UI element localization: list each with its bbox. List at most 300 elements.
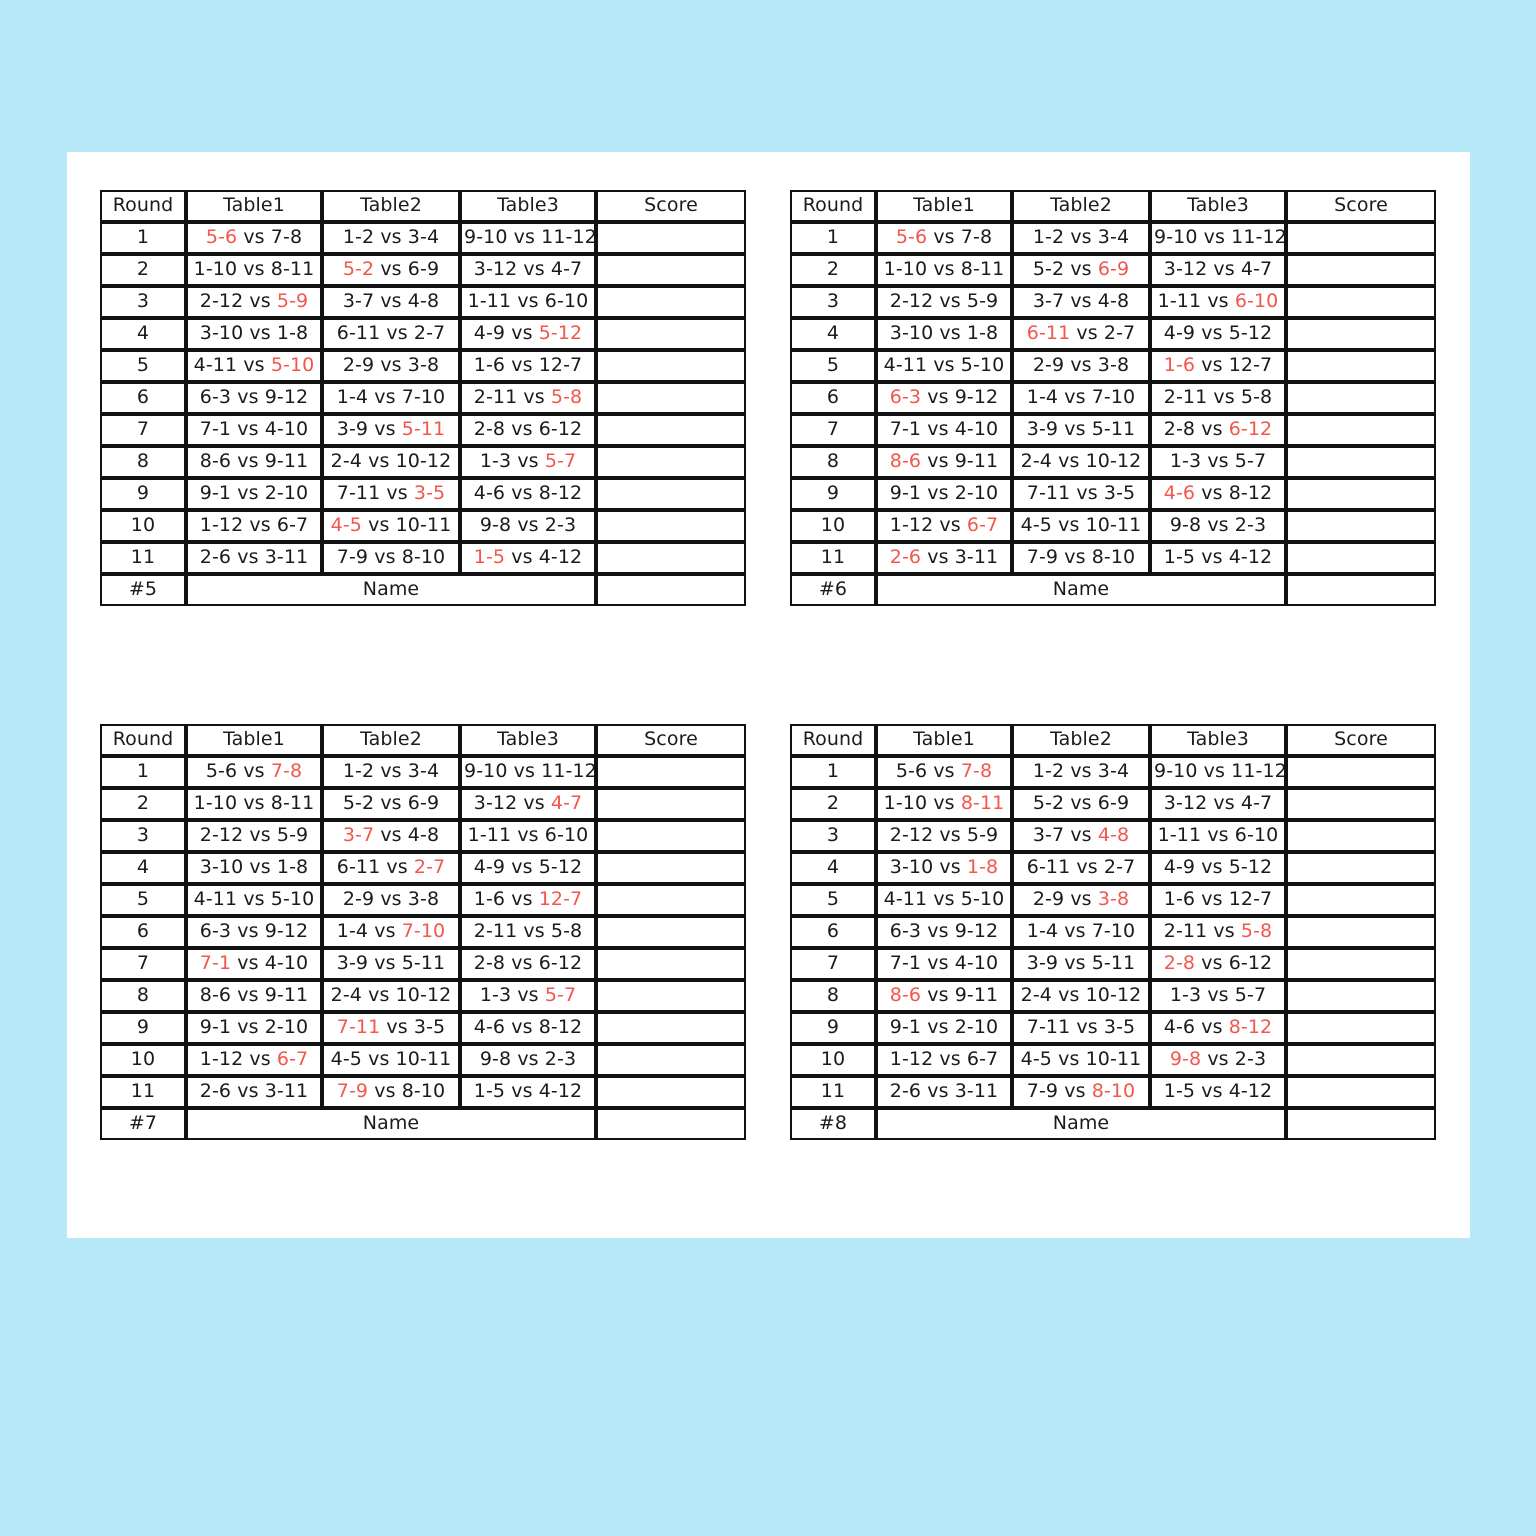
column-header-table3: Table3 [1150,190,1286,222]
pair-text: 9-1 vs 2-10 [199,1016,309,1039]
table1-cell [876,286,1012,318]
table2-cell [1012,382,1150,414]
pair-text: 2-12 vs [199,290,277,313]
table1-cell-text [880,420,1008,440]
score-input-cell[interactable] [596,1076,746,1108]
table2-cell [1012,222,1150,254]
table3-cell-text [464,954,592,974]
score-input-cell[interactable] [1286,916,1436,948]
highlighted-pair: 1-5 [473,546,506,569]
table2-cell [322,222,460,254]
table-row [100,478,746,510]
table3-cell-text [464,260,592,280]
highlighted-pair: 5-7 [544,984,577,1007]
total-score-cell[interactable] [596,1108,746,1140]
pair-text: 3-10 vs 1-8 [889,322,999,345]
table-row [790,382,1436,414]
table1-cell-text [880,1050,1008,1070]
table3-cell-text [1154,260,1282,280]
column-header-table2: Table2 [322,190,460,222]
score-input-cell[interactable] [596,286,746,318]
table3-cell-text [1154,1018,1282,1038]
pair-text: 3-7 vs [1032,824,1098,847]
pair-text: 2-8 vs 6-12 [473,418,583,441]
table-row [100,286,746,318]
pair-text: 1-12 vs [889,514,967,537]
pair-text: 8-6 vs 9-11 [199,450,309,473]
column-header-table1: Table1 [876,190,1012,222]
table2-cell [322,382,460,414]
score-input-cell[interactable] [1286,382,1436,414]
table2-cell [1012,1076,1150,1108]
round-number-cell: 5 [100,884,186,916]
table3-cell-text [464,1082,592,1102]
table-row [790,1044,1436,1076]
table2-cell [1012,948,1150,980]
highlighted-pair: 7-8 [960,760,993,783]
player-name-cell[interactable]: Name [186,1108,596,1140]
column-header-round: Round [100,724,186,756]
score-input-cell[interactable] [596,350,746,382]
score-input-cell[interactable] [1286,254,1436,286]
pair-text: 1-4 vs 7-10 [1026,920,1136,943]
table2-cell-text [1016,954,1146,974]
table-row [790,350,1436,382]
table-row [790,254,1436,286]
score-input-cell[interactable] [596,222,746,254]
score-input-cell[interactable] [596,820,746,852]
table3-cell [1150,980,1286,1012]
table-row [790,318,1436,350]
highlighted-pair: 4-8 [1097,824,1130,847]
pair-text: 5-2 vs 6-9 [342,792,440,815]
score-input-cell[interactable] [1286,852,1436,884]
round-number-cell: 8 [100,446,186,478]
table2-cell [1012,318,1150,350]
score-input-cell[interactable] [1286,478,1436,510]
table3-cell-text [1154,794,1282,814]
table2-cell-text [326,260,456,280]
table-row [790,542,1436,574]
score-input-cell[interactable] [1286,222,1436,254]
table2-cell-text [1016,260,1146,280]
table3-cell-text [464,226,597,249]
table3-cell-text [464,922,592,942]
table3-cell-text [1154,954,1282,974]
round-number-cell: 11 [790,542,876,574]
table3-cell [460,446,596,478]
round-number-cell: 4 [790,318,876,350]
table1-cell [186,254,322,286]
pair-text: 1-10 vs 8-11 [193,258,315,281]
table1-cell [186,820,322,852]
round-number-cell: 1 [790,756,876,788]
column-header-table1: Table1 [876,724,1012,756]
pair-text: 9-10 vs 11-12 [464,226,597,249]
pair-text: 3-12 vs 4-7 [1163,258,1273,281]
highlighted-pair: 7-11 [336,1016,381,1039]
table2-cell-text [326,548,456,568]
pair-text: 4-9 vs 5-12 [1163,322,1273,345]
pair-text: 1-2 vs 3-4 [1032,226,1130,249]
pair-text: 9-10 vs 11-12 [464,760,597,783]
round-number-cell: 2 [790,254,876,286]
table2-cell-text [1016,324,1146,344]
table2-cell-text [326,890,456,910]
table-row [100,254,746,286]
table1-cell [186,478,322,510]
score-input-cell[interactable] [1286,542,1436,574]
table3-cell [460,820,596,852]
table1-cell-text [880,484,1008,504]
pair-text: 3-7 vs 4-8 [342,290,440,313]
score-input-cell[interactable] [596,446,746,478]
table-row [100,820,746,852]
table1-cell-text [190,1050,318,1070]
table1-cell [186,1076,322,1108]
table3-cell [460,350,596,382]
table2-cell-text [326,452,456,472]
table2-cell [1012,446,1150,478]
table-row [100,756,746,788]
pair-text: 4-6 vs [1163,1016,1229,1039]
highlighted-pair: 5-2 [342,258,375,281]
table-header-row [100,724,746,756]
table-row [100,852,746,884]
score-input-cell[interactable] [1286,1012,1436,1044]
pair-text: 5-6 vs [205,760,271,783]
table1-cell-text [190,516,318,536]
pair-text: 3-12 vs [473,792,551,815]
score-input-cell[interactable] [596,382,746,414]
column-header-score: Score [1286,724,1436,756]
pair-text: 7-11 vs [336,482,414,505]
table1-cell-text [880,388,1008,408]
table1-cell-text [880,858,1008,878]
column-header-score: Score [1286,190,1436,222]
score-input-cell[interactable] [596,980,746,1012]
score-input-cell[interactable] [1286,1076,1436,1108]
score-input-cell[interactable] [596,542,746,574]
table-row [790,414,1436,446]
highlighted-pair: 8-11 [960,792,1005,815]
table3-cell [460,1076,596,1108]
table3-cell [1150,916,1286,948]
table-row [790,286,1436,318]
table3-cell [1150,1012,1286,1044]
round-number-cell: 7 [100,414,186,446]
round-number-cell: 4 [790,852,876,884]
table1-cell [876,852,1012,884]
highlighted-pair: 12-7 [538,888,583,911]
pair-text: 7-1 vs 4-10 [199,418,309,441]
highlighted-pair: 6-11 [1026,322,1071,345]
pair-text: 1-4 vs [336,920,402,943]
table2-cell [1012,1044,1150,1076]
pair-text: 9-1 vs 2-10 [889,1016,999,1039]
score-input-cell[interactable] [596,1044,746,1076]
column-header-table2: Table2 [1012,724,1150,756]
score-input-cell[interactable] [1286,1044,1436,1076]
table-row [100,222,746,254]
table1-cell [876,820,1012,852]
table3-cell-text [1154,452,1282,472]
table2-cell-text [326,324,456,344]
table1-cell [186,382,322,414]
round-number-cell: 6 [100,382,186,414]
table3-cell-text [1154,516,1282,536]
table1-cell [876,446,1012,478]
table-row [790,820,1436,852]
pair-text: 9-10 vs 11-12 [1154,226,1287,249]
table2-cell-text [1016,228,1146,248]
table2-cell [1012,1012,1150,1044]
score-input-cell[interactable] [596,318,746,350]
score-input-cell[interactable] [596,478,746,510]
table3-cell [1150,788,1286,820]
table2-cell-text [1016,292,1146,312]
highlighted-pair: 5-12 [538,322,583,345]
pair-text: 2-4 vs 10-12 [330,450,452,473]
highlighted-pair: 5-7 [544,450,577,473]
pair-text: vs 4-10 [231,952,309,975]
score-input-cell[interactable] [596,254,746,286]
table1-cell-text [880,762,1008,782]
table1-cell [876,414,1012,446]
table2-cell-text [1016,452,1146,472]
score-input-cell[interactable] [1286,286,1436,318]
table2-cell-text [326,484,456,504]
table3-cell [1150,414,1286,446]
pair-text: 2-12 vs 5-9 [889,824,999,847]
score-input-cell[interactable] [1286,414,1436,446]
table3-cell-text [464,324,592,344]
pair-text: 5-2 vs 6-9 [1032,792,1130,815]
score-input-cell[interactable] [1286,350,1436,382]
table-row [100,980,746,1012]
pair-text: 6-3 vs 9-12 [199,386,309,409]
table2-cell [1012,852,1150,884]
table2-cell-text [1016,516,1146,536]
table-row [100,788,746,820]
pair-text: vs 3-5 [380,1016,446,1039]
highlighted-pair: 5-9 [276,290,309,313]
total-score-cell[interactable] [1286,574,1436,606]
score-input-cell[interactable] [596,414,746,446]
pair-text: 3-12 vs 4-7 [1163,792,1273,815]
round-number-cell: 10 [790,510,876,542]
table1-cell-text [880,986,1008,1006]
round-number-cell: 9 [100,478,186,510]
player-name-cell[interactable]: Name [876,574,1286,606]
player-name-cell[interactable]: Name [186,574,596,606]
pair-text: 5-2 vs [1032,258,1098,281]
table3-cell-text [464,356,592,376]
pair-text: 5-6 vs [895,760,961,783]
score-input-cell[interactable] [1286,756,1436,788]
pair-text: 4-9 vs [473,322,539,345]
round-number-cell: 6 [100,916,186,948]
round-number-cell: 6 [790,916,876,948]
pair-text: 9-1 vs 2-10 [889,482,999,505]
score-input-cell[interactable] [596,510,746,542]
table2-cell-text [326,762,456,782]
table-header-row [790,724,1436,756]
table2-cell [322,414,460,446]
table1-cell [186,286,322,318]
player-name-cell[interactable]: Name [876,1108,1286,1140]
score-input-cell[interactable] [596,948,746,980]
schedule-table [100,190,746,606]
pair-text: 2-8 vs 6-12 [473,952,583,975]
score-input-cell[interactable] [596,852,746,884]
table-row [790,222,1436,254]
table3-cell [460,916,596,948]
table1-cell [186,788,322,820]
table3-cell-text [464,516,592,536]
score-input-cell[interactable] [1286,820,1436,852]
table1-cell [876,318,1012,350]
pair-text: 2-4 vs 10-12 [1020,450,1142,473]
pair-text: 7-11 vs 3-5 [1026,1016,1136,1039]
table3-cell [1150,820,1286,852]
highlighted-pair: 5-10 [270,354,315,377]
player-id-cell: #7 [100,1108,186,1140]
pair-text: 7-9 vs 8-10 [336,546,446,569]
table-row [790,916,1436,948]
table3-cell [1150,222,1286,254]
table-row [100,414,746,446]
pair-text: 1-10 vs 8-11 [883,258,1005,281]
table2-cell [322,542,460,574]
table-row [100,510,746,542]
score-input-cell[interactable] [1286,510,1436,542]
round-number-cell: 3 [790,820,876,852]
table2-cell [1012,884,1150,916]
table3-cell-text [1154,292,1282,312]
score-input-cell[interactable] [596,756,746,788]
table2-cell-text [1016,762,1146,782]
table1-cell [876,788,1012,820]
round-number-cell: 4 [100,852,186,884]
schedule-card-5 [100,190,746,606]
table2-cell [322,1044,460,1076]
table1-cell [876,350,1012,382]
table2-cell [322,788,460,820]
table2-cell-text [326,228,456,248]
table-row [790,478,1436,510]
round-number-cell: 8 [100,980,186,1012]
total-score-cell[interactable] [596,574,746,606]
pair-text: vs 4-12 [505,546,583,569]
round-number-cell: 2 [790,788,876,820]
schedule-card-grid [67,152,1470,1238]
pair-text: 2-11 vs 5-8 [1163,386,1273,409]
table2-cell-text [326,794,456,814]
pair-text: 1-2 vs 3-4 [1032,760,1130,783]
total-score-cell[interactable] [1286,1108,1436,1140]
pair-text: 1-11 vs 6-10 [467,290,589,313]
table-row [790,948,1436,980]
table2-cell-text [1016,794,1146,814]
table1-cell [186,948,322,980]
pair-text: 4-6 vs 8-12 [473,1016,583,1039]
pair-text: 2-9 vs [1032,888,1098,911]
pair-text: 1-12 vs 6-7 [199,514,309,537]
table1-cell-text [190,260,318,280]
pair-text: 3-9 vs 5-11 [1026,952,1136,975]
pair-text: vs 12-7 [1195,354,1273,377]
table3-cell-text [464,388,592,408]
pair-text: 1-3 vs 5-7 [1169,984,1267,1007]
table2-cell [1012,788,1150,820]
table1-cell [876,222,1012,254]
score-input-cell[interactable] [1286,884,1436,916]
table1-cell [876,382,1012,414]
score-input-cell[interactable] [1286,788,1436,820]
score-input-cell[interactable] [596,884,746,916]
pair-text: 1-10 vs 8-11 [193,792,315,815]
table2-cell-text [326,388,456,408]
table1-cell [186,916,322,948]
highlighted-pair: 5-11 [401,418,446,441]
table3-cell [460,852,596,884]
table2-cell [1012,414,1150,446]
table2-cell-text [326,420,456,440]
score-input-cell[interactable] [1286,980,1436,1012]
table3-cell [460,478,596,510]
table1-cell-text [190,954,318,974]
table3-cell [460,1044,596,1076]
column-header-round: Round [790,724,876,756]
table1-cell [186,756,322,788]
score-input-cell[interactable] [1286,446,1436,478]
score-input-cell[interactable] [596,916,746,948]
table3-cell [460,948,596,980]
pair-text: 1-2 vs 3-4 [342,760,440,783]
score-input-cell[interactable] [596,1012,746,1044]
score-input-cell[interactable] [1286,318,1436,350]
table1-cell-text [880,548,1008,568]
table3-cell-text [464,986,592,1006]
round-number-cell: 7 [790,414,876,446]
round-number-cell: 10 [100,1044,186,1076]
pair-text: 9-8 vs 2-3 [479,514,577,537]
table3-cell-text [464,292,592,312]
column-header-table2: Table2 [1012,190,1150,222]
highlighted-pair: 8-6 [889,984,922,1007]
pair-text: 6-11 vs 2-7 [336,322,446,345]
table3-cell [1150,756,1286,788]
table1-cell-text [190,1018,318,1038]
score-input-cell[interactable] [1286,948,1436,980]
score-input-cell[interactable] [596,788,746,820]
table2-cell [1012,254,1150,286]
table2-cell [1012,478,1150,510]
table1-cell-text [880,356,1008,376]
table3-cell-text [1154,356,1282,376]
highlighted-pair: 6-10 [1234,290,1279,313]
table2-cell [322,286,460,318]
table2-cell-text [1016,548,1146,568]
pair-text: 1-11 vs 6-10 [467,824,589,847]
table-row [790,884,1436,916]
table-row [790,756,1436,788]
table2-cell-text [326,356,456,376]
highlighted-pair: 4-5 [330,514,362,537]
table1-cell-text [190,356,318,376]
pair-text: 3-7 vs 4-8 [1032,290,1130,313]
